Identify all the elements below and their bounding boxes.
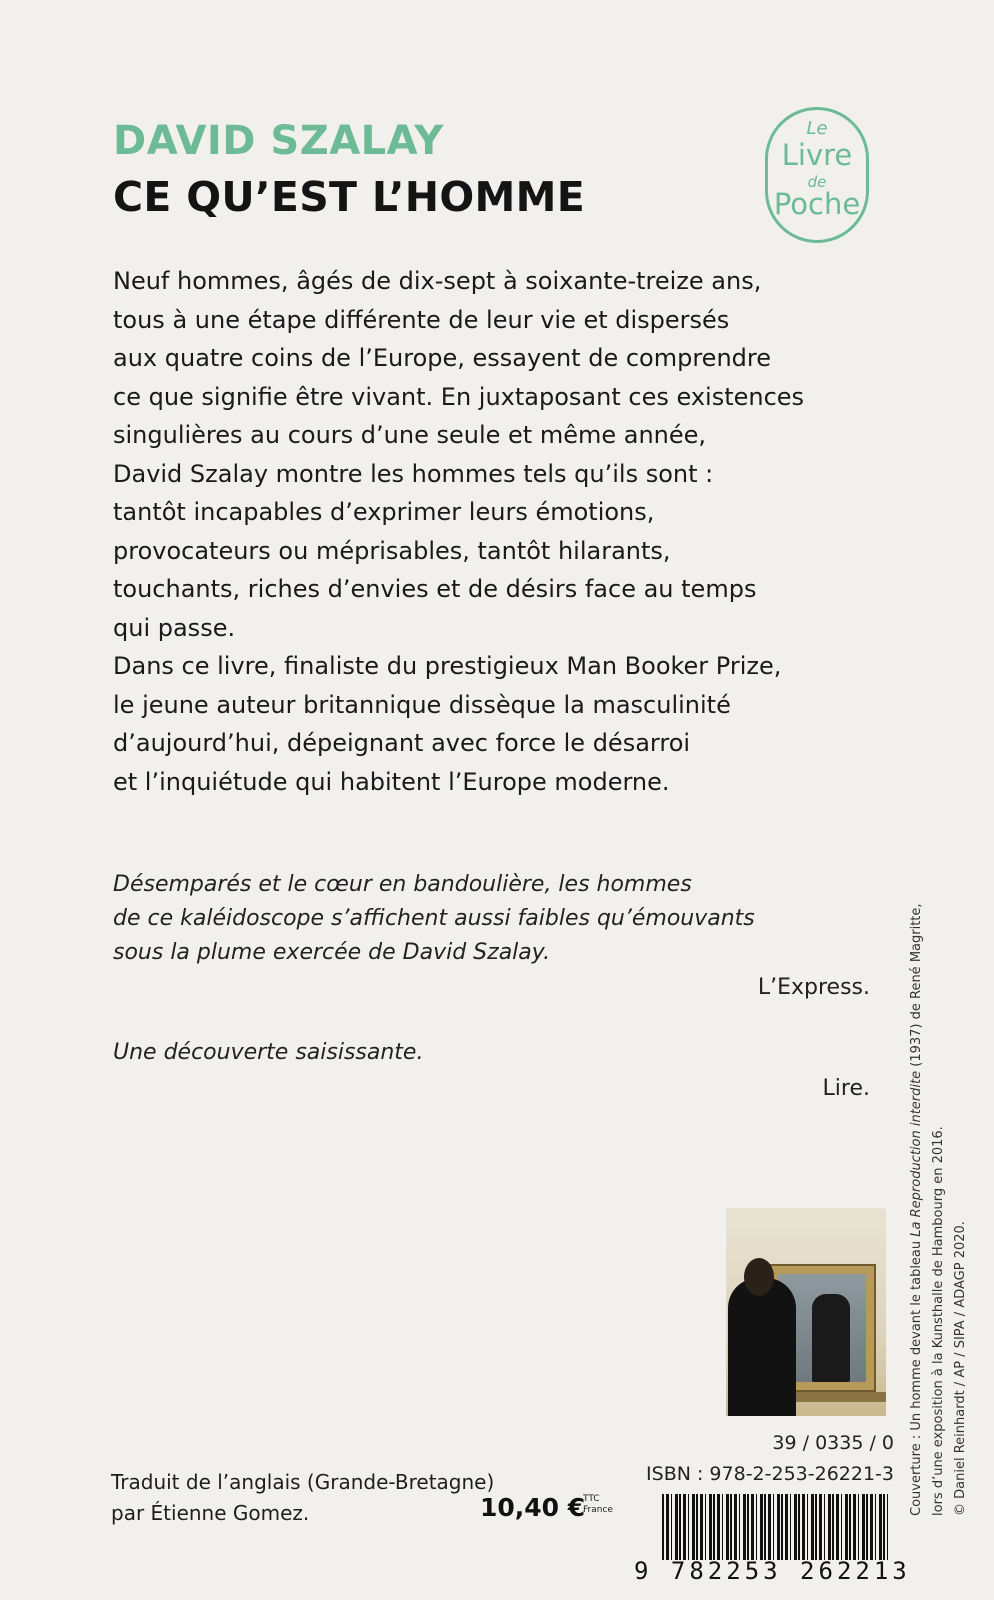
blurb-line: singulières au cours d’une seule et même année, xyxy=(113,421,707,449)
translator-line: Traduit de l’anglais (Grande-Bretagne) xyxy=(111,1470,495,1494)
credit-line-1c: (1937) de René Magritte, xyxy=(909,903,924,1071)
livre-de-poche-logo xyxy=(765,107,869,243)
price: 10,40 € xyxy=(480,1493,586,1522)
cover-thumbnail-image xyxy=(726,1208,886,1416)
blurb-line: tantôt incapables d’exprimer leurs émotions, xyxy=(113,498,655,526)
man-head xyxy=(744,1258,774,1296)
price-note-ttc: TTC xyxy=(583,1494,600,1504)
mantel-shelf xyxy=(796,1392,886,1402)
author-name: DAVID SZALAY xyxy=(113,118,444,164)
quote-source-lire: Lire. xyxy=(822,1076,870,1101)
blurb-line: le jeune auteur britannique dissèque la masculinité xyxy=(113,690,731,719)
blurb-line: provocateurs ou méprisables, tantôt hilarants, xyxy=(113,536,671,565)
blurb-line: tous à une étape différente de leur vie et dispersés xyxy=(113,305,730,334)
price-note xyxy=(583,1494,613,1516)
quote-source-express: L’Express. xyxy=(757,975,870,1000)
blurb-line: aux quatre coins de l’Europe, essayent de comprendre xyxy=(113,344,771,372)
logo-line-3: de xyxy=(807,173,827,191)
logo-line-1: Le xyxy=(806,118,828,139)
barcode xyxy=(662,1494,888,1560)
blurb-line: Dans ce livre, finaliste du prestigieux Man Booker Prize, xyxy=(113,652,782,680)
credit-line-1a: Couverture : Un homme devant le tableau xyxy=(909,1236,924,1516)
translator-line: par Étienne Gomez. xyxy=(111,1501,310,1525)
translator-credit xyxy=(111,1467,494,1529)
credit-line-2: lors d’une exposition à la Kunsthalle de Hambourg en 2016. xyxy=(931,1126,946,1516)
press-quote-lire: Une découverte saisissante. xyxy=(113,1040,424,1065)
credit-line-1 xyxy=(906,816,928,1516)
isbn: ISBN : 978-2-253-26221-3 xyxy=(646,1463,894,1485)
credit-line-3: © Daniel Reinhardt / AP / SIPA / ADAGP 2020. xyxy=(953,1221,968,1516)
catalog-code: 39 / 0335 / 0 xyxy=(772,1432,894,1454)
quote-line: de ce kaléidoscope s’affichent aussi faibles qu’émouvants xyxy=(113,906,755,931)
credit-painting-title: La Reproduction interdite xyxy=(909,1070,924,1237)
price-note-france: France xyxy=(583,1505,613,1515)
blurb xyxy=(113,262,883,801)
barcode-number: 9 782253 262213 xyxy=(634,1557,911,1585)
book-title: CE QU’EST L’HOMME xyxy=(113,173,586,221)
blurb-line: qui passe. xyxy=(113,613,236,642)
logo-line-4: Poche xyxy=(773,187,861,221)
blurb-line: touchants, riches d’envies et de désirs face au temps xyxy=(113,575,757,603)
blurb-line: et l’inquiétude qui habitent l’Europe moderne. xyxy=(113,767,670,796)
logo-line-2: Livre xyxy=(781,138,853,172)
quote-line: sous la plume exercée de David Szalay. xyxy=(113,940,551,965)
quote-line: Désemparés et le cœur en bandoulière, les hommes xyxy=(113,872,692,897)
blurb-line: David Szalay montre les hommes tels qu’ils sont : xyxy=(113,459,714,488)
mirror-figure xyxy=(812,1294,850,1382)
press-quote-express xyxy=(113,868,873,970)
blurb-line: Neuf hommes, âgés de dix-sept à soixante-treize ans, xyxy=(113,267,762,295)
blurb-line: d’aujourd’hui, dépeignant avec force le désarroi xyxy=(113,729,691,757)
cover-credit xyxy=(906,816,972,1516)
blurb-line: ce que signifie être vivant. En juxtaposant ces existences xyxy=(113,382,805,411)
man-figure xyxy=(728,1278,796,1416)
